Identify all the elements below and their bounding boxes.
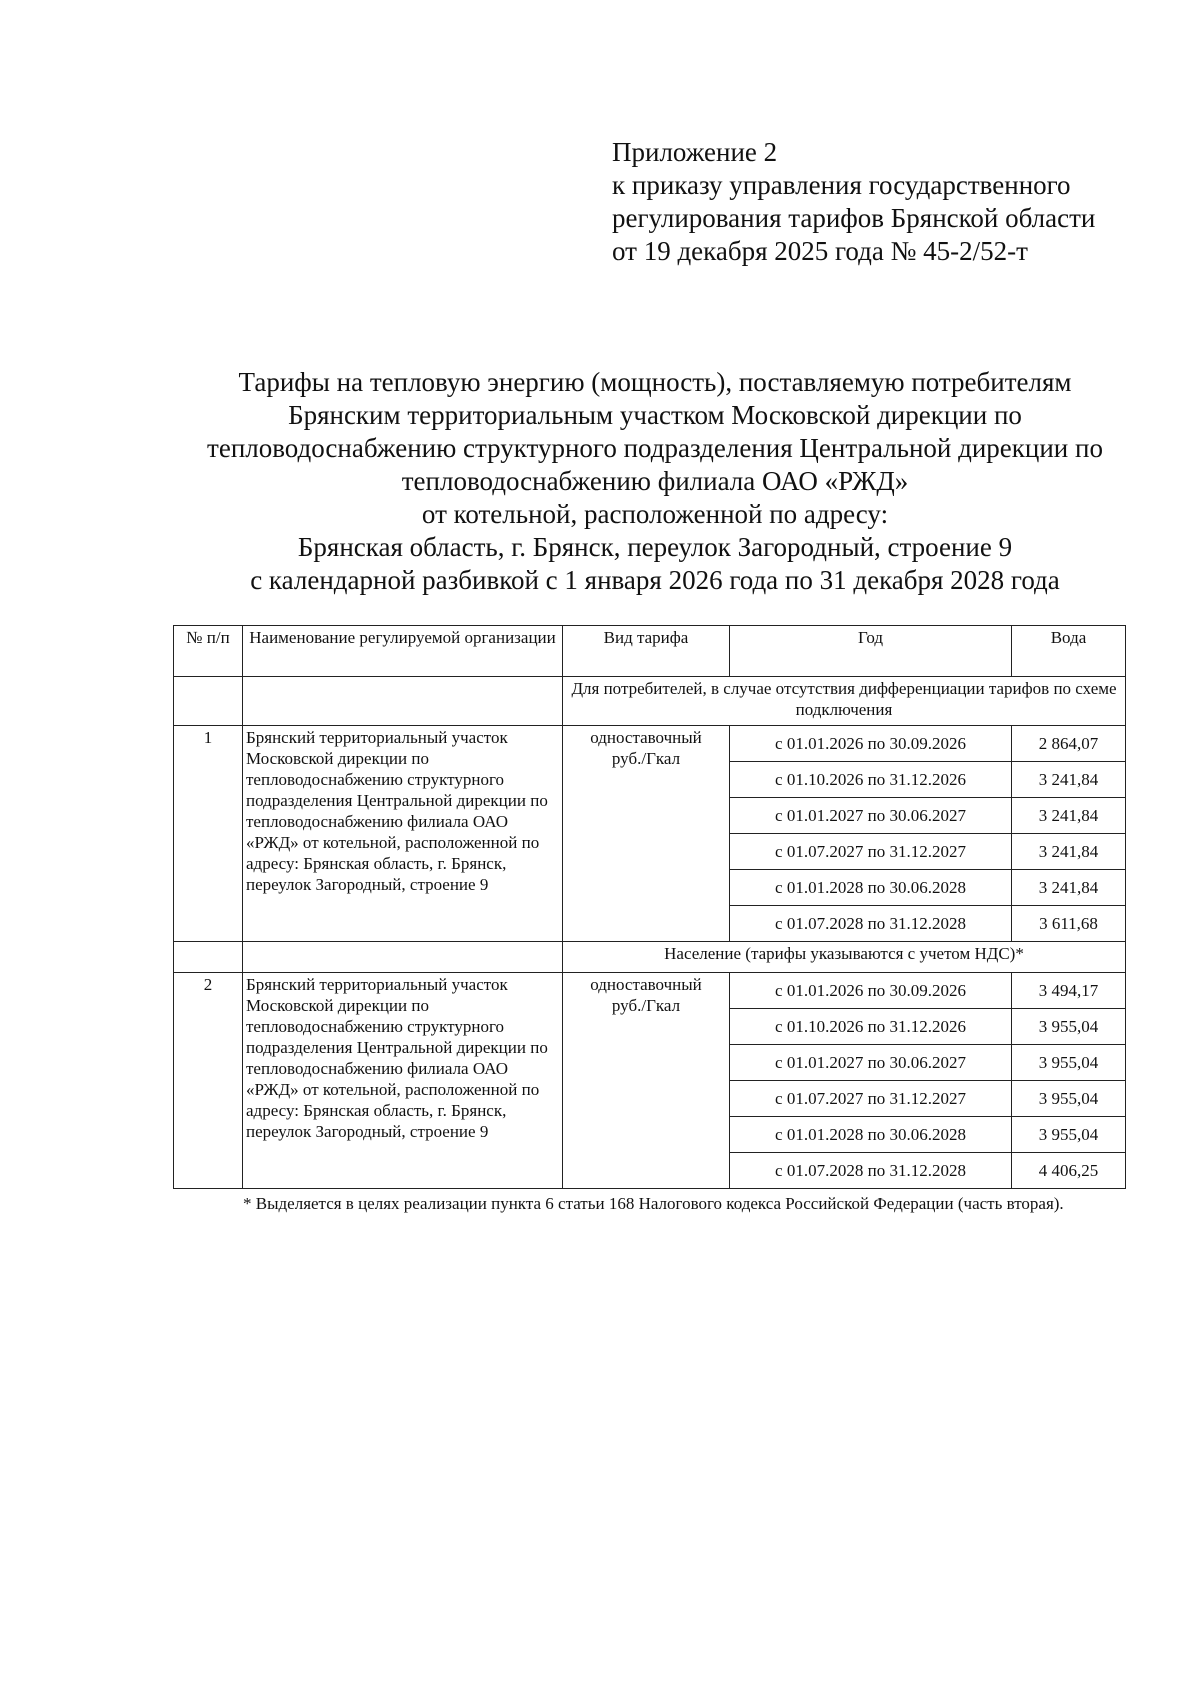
org-name: Брянский территориальный участок Московской дирекции по тепловодоснабжению структурного подразделения Центральной дирекции по тепловодоснабжению филиала ОАО «РЖД» от котельной, расположенной по адресу: Брянская область, г. Брянск, переулок Загородный, строение 9 (243, 973, 563, 1189)
value-cell: 3 611,68 (1012, 906, 1126, 942)
header-year: Год (730, 626, 1012, 677)
appendix-line-1: Приложение 2 (612, 137, 778, 167)
section-row-population (174, 942, 1126, 973)
period-cell: с 01.07.2028 по 31.12.2028 (730, 906, 1012, 942)
header-org: Наименование регулируемой организации (243, 626, 563, 677)
title-line-3: тепловодоснабжению структурного подразделения Центральной дирекции по (207, 433, 1103, 463)
footnote (173, 1193, 1125, 1214)
value-cell: 2 864,07 (1012, 726, 1126, 762)
appendix-line-4: от 19 декабря 2025 года № 45-2/52-т (612, 236, 1028, 266)
section-label-population: Население (тарифы указываются с учетом НДС)* (563, 942, 1126, 973)
row-num: 2 (174, 973, 243, 1189)
period-cell: с 01.01.2028 по 30.06.2028 (730, 1117, 1012, 1153)
period-cell: с 01.01.2026 по 30.09.2026 (730, 726, 1012, 762)
section-empty-cell (174, 677, 243, 726)
title-line-7: с календарной разбивкой с 1 января 2026 года по 31 декабря 2028 года (250, 565, 1060, 595)
period-cell: с 01.07.2028 по 31.12.2028 (730, 1153, 1012, 1189)
title-line-6: Брянская область, г. Брянск, переулок Загородный, строение 9 (297, 532, 1013, 562)
appendix-line-3: регулирования тарифов Брянской области (612, 203, 1096, 233)
value-cell: 3 955,04 (1012, 1117, 1126, 1153)
value-cell: 3 955,04 (1012, 1045, 1126, 1081)
period-cell: с 01.07.2027 по 31.12.2027 (730, 1081, 1012, 1117)
table-row (174, 726, 1126, 762)
table-header-row (174, 626, 1126, 677)
header-type: Вид тарифа (563, 626, 730, 677)
section-empty-cell (243, 942, 563, 973)
section-row-consumers (174, 677, 1126, 726)
tariff-type-kind: одноставочный (590, 975, 702, 994)
title-line-4: тепловодоснабжению филиала ОАО «РЖД» (401, 466, 909, 496)
appendix-header (612, 136, 1172, 268)
period-cell: с 01.01.2027 по 30.06.2027 (730, 1045, 1012, 1081)
header-num: № п/п (174, 626, 243, 677)
value-cell: 4 406,25 (1012, 1153, 1126, 1189)
value-cell: 3 494,17 (1012, 973, 1126, 1009)
period-cell: с 01.01.2027 по 30.06.2027 (730, 798, 1012, 834)
appendix-line-2: к приказу управления государственного (612, 170, 1071, 200)
tariff-type-unit: руб./Гкал (611, 749, 681, 768)
tariff-type (563, 973, 730, 1189)
title-line-2: Брянским территориальным участком Московской дирекции по (288, 400, 1022, 430)
title-line-1: Тарифы на тепловую энергию (мощность), поставляемую потребителям (238, 367, 1072, 397)
value-cell: 3 241,84 (1012, 798, 1126, 834)
table-row (174, 973, 1126, 1009)
period-cell: с 01.07.2027 по 31.12.2027 (730, 834, 1012, 870)
tariff-type-unit: руб./Гкал (611, 996, 681, 1015)
period-cell: с 01.10.2026 по 31.12.2026 (730, 762, 1012, 798)
period-cell: с 01.01.2028 по 30.06.2028 (730, 870, 1012, 906)
tariff-type (563, 726, 730, 942)
row-num: 1 (174, 726, 243, 942)
footnote-text: * Выделяется в целях реализации пункта 6 статьи 168 Налогового кодекса Российской Федерации (часть вторая). (243, 1194, 1064, 1213)
period-cell: с 01.10.2026 по 31.12.2026 (730, 1009, 1012, 1045)
period-cell: с 01.01.2026 по 30.09.2026 (730, 973, 1012, 1009)
title-line-5: от котельной, расположенной по адресу: (421, 499, 889, 529)
section-empty-cell (243, 677, 563, 726)
value-cell: 3 241,84 (1012, 834, 1126, 870)
tariff-type-kind: одноставочный (590, 728, 702, 747)
section-label-consumers: Для потребителей, в случае отсутствия дифференциации тарифов по схеме подключения (563, 677, 1126, 726)
document-title (170, 366, 1140, 597)
section-empty-cell (174, 942, 243, 973)
header-water: Вода (1012, 626, 1126, 677)
org-name: Брянский территориальный участок Московской дирекции по тепловодоснабжению структурного подразделения Центральной дирекции по тепловодоснабжению филиала ОАО «РЖД» от котельной, расположенной по адресу: Брянская область, г. Брянск, переулок Загородный, строение 9 (243, 726, 563, 942)
value-cell: 3 955,04 (1012, 1009, 1126, 1045)
value-cell: 3 955,04 (1012, 1081, 1126, 1117)
value-cell: 3 241,84 (1012, 870, 1126, 906)
value-cell: 3 241,84 (1012, 762, 1126, 798)
tariff-table (173, 625, 1126, 1189)
